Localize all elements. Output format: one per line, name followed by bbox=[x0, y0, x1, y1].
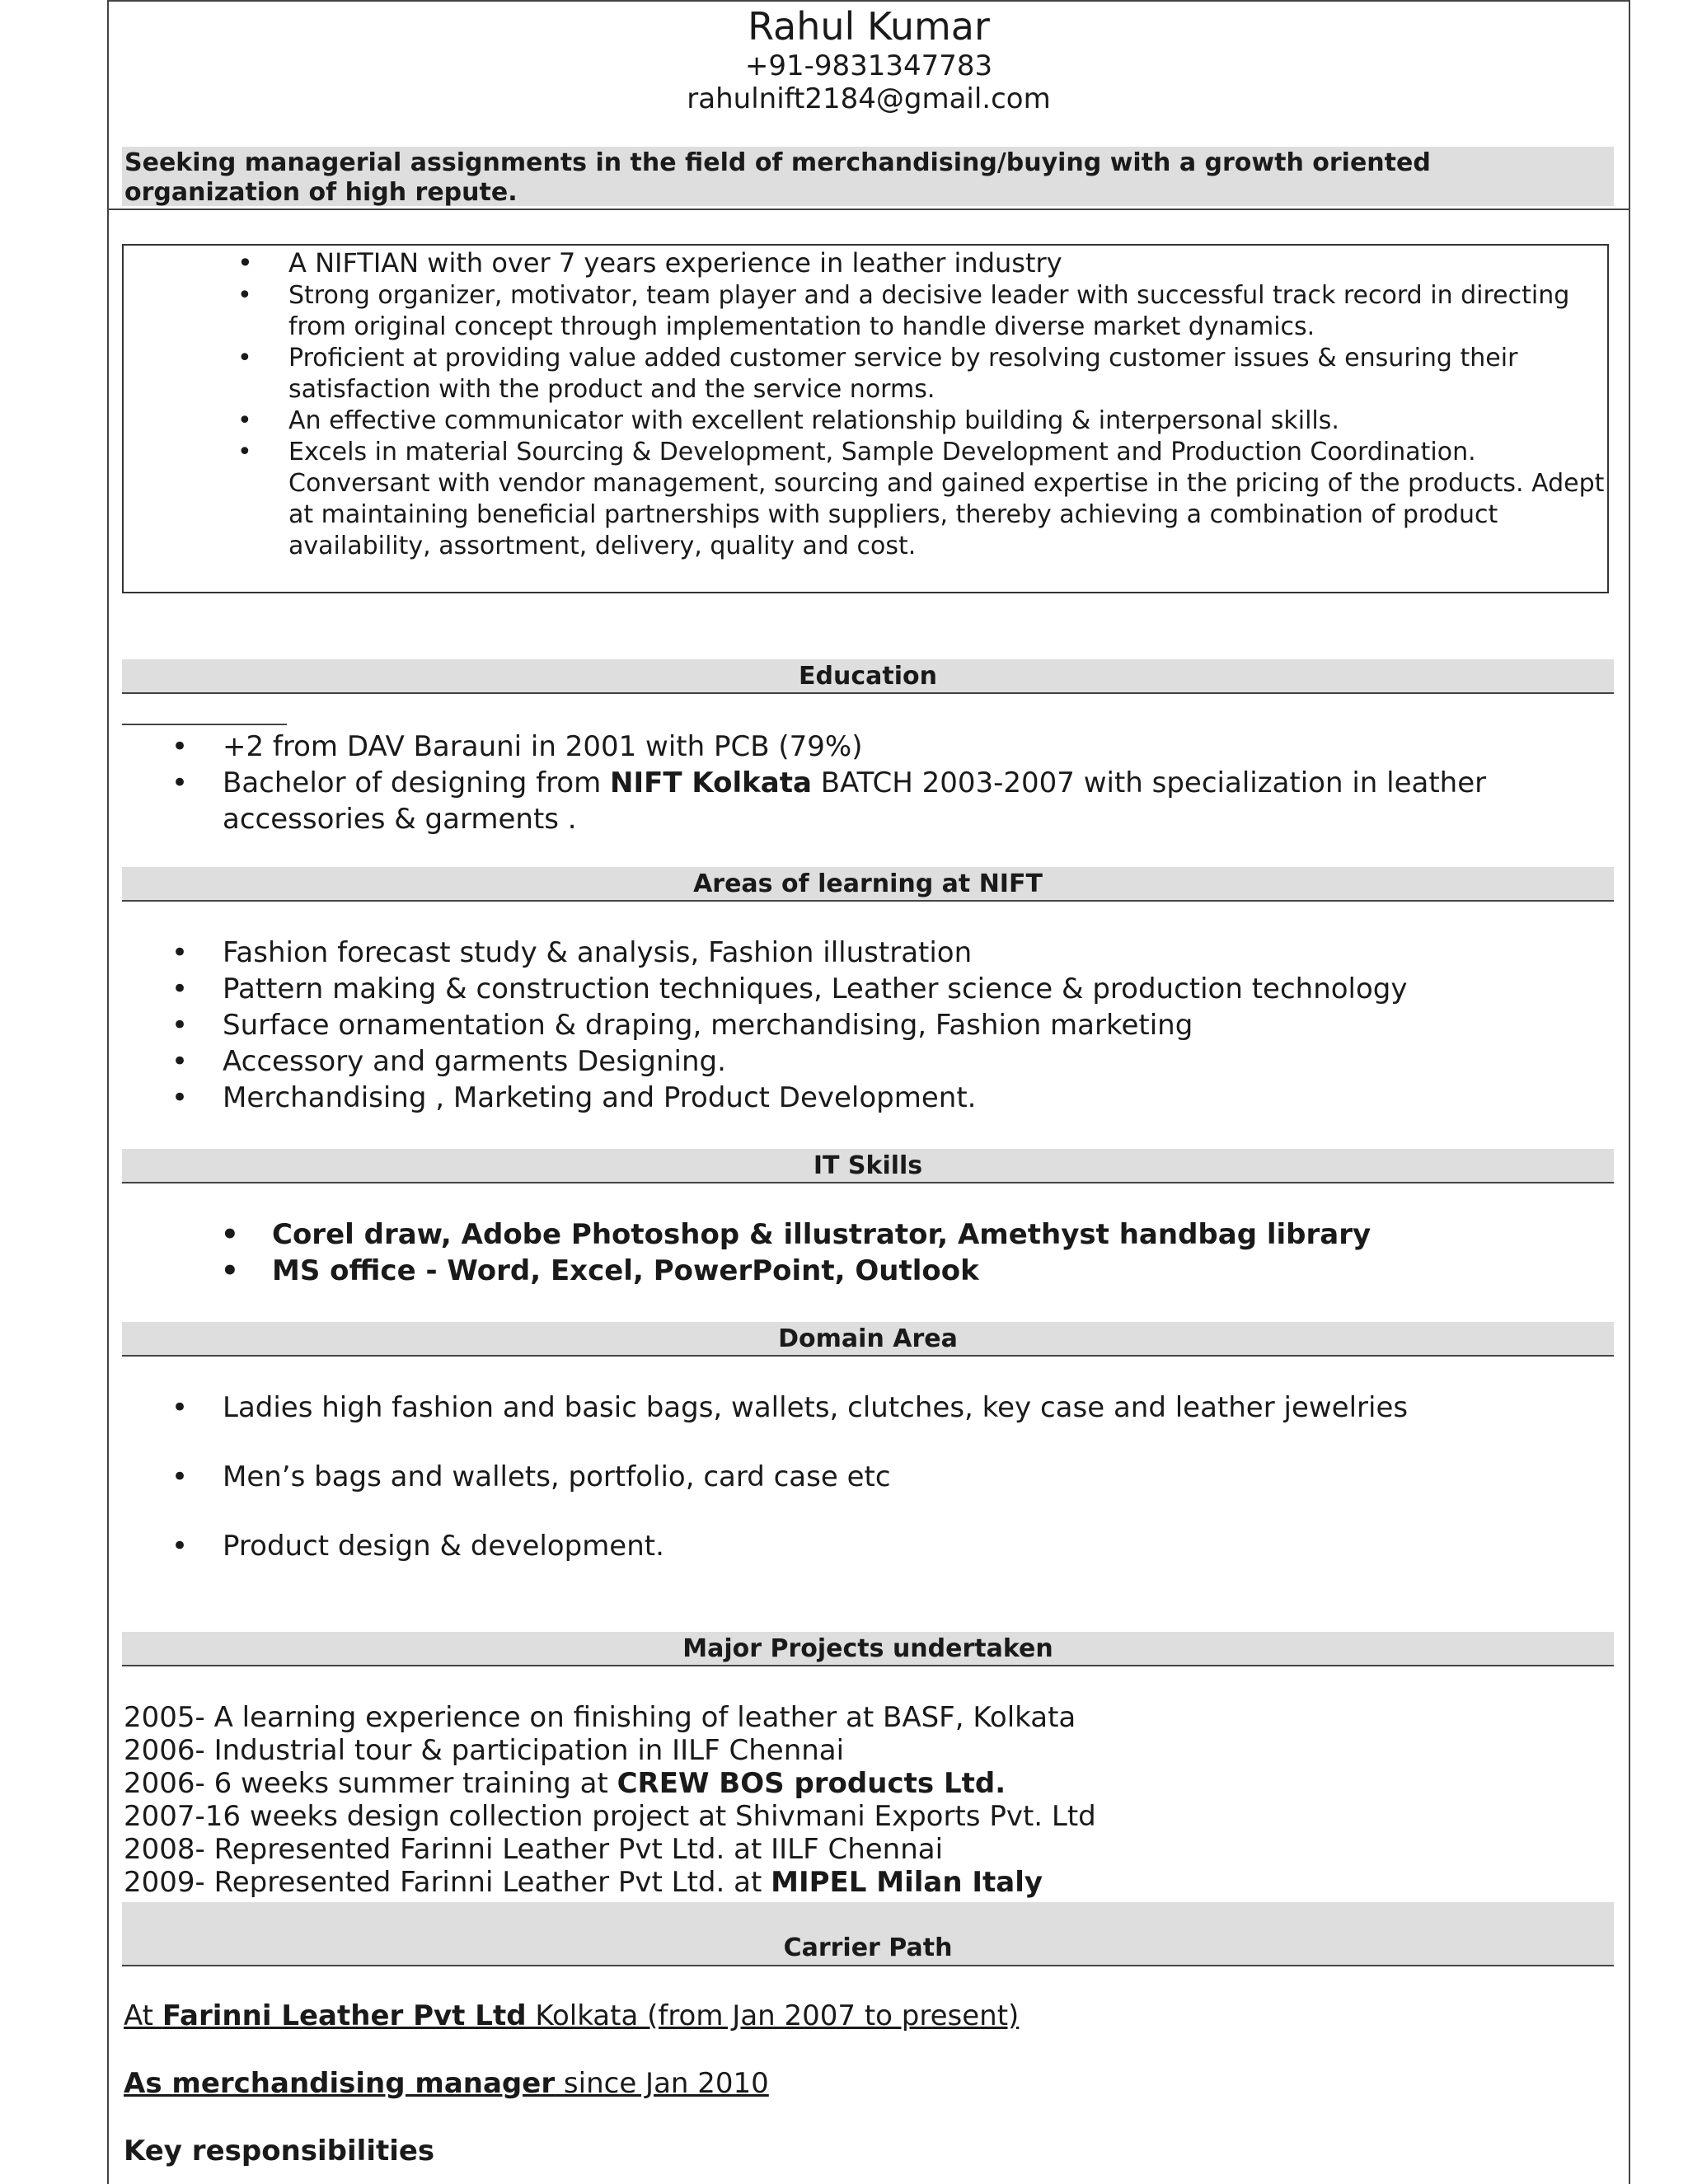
page-frame-right bbox=[1629, 0, 1630, 2184]
objective-divider bbox=[107, 209, 1630, 210]
it-skill-item: • Corel draw, Adobe Photoshop & illustrator, Amethyst handbag library bbox=[221, 1218, 1372, 1251]
bullet-icon: • bbox=[237, 438, 252, 466]
section-heading-it-skills: IT Skills bbox=[122, 1149, 1614, 1183]
domain-item: • Product design & development. bbox=[171, 1530, 664, 1563]
bullet-icon: • bbox=[237, 344, 252, 373]
company-name: CREW BOS products Ltd. bbox=[617, 1767, 1006, 1800]
candidate-name: Rahul Kumar bbox=[748, 4, 990, 49]
education-item: • +2 from DAV Barauni in 2001 with PCB (79%) bbox=[171, 730, 863, 763]
learning-item: • Pattern making & construction techniques, Leather science & production technology bbox=[171, 972, 1408, 1005]
section-heading-education: Education bbox=[122, 659, 1614, 694]
learning-item: • Fashion forecast study & analysis, Fashion illustration bbox=[171, 936, 973, 969]
key-responsibilities-heading: Key responsibilities bbox=[124, 2135, 435, 2168]
candidate-email: rahulnift2184@gmail.com bbox=[687, 82, 1051, 115]
bullet-icon: • bbox=[171, 766, 189, 799]
bullet-icon: • bbox=[237, 281, 252, 310]
project-item: 2009- Represented Farinni Leather Pvt Ltd. at MIPEL Milan Italy bbox=[124, 1866, 1043, 1899]
career-role-line: As merchandising manager since Jan 2010 bbox=[124, 2067, 769, 2100]
section-heading-areas-of-learning: Areas of learning at NIFT bbox=[122, 867, 1614, 902]
bullet-icon: • bbox=[221, 1254, 239, 1287]
bullet-icon: • bbox=[171, 1391, 189, 1424]
bullet-icon: • bbox=[171, 1460, 189, 1493]
institute-name: NIFT Kolkata bbox=[610, 766, 812, 799]
learning-item: • Merchandising , Marketing and Product Development. bbox=[171, 1081, 977, 1114]
summary-item: • Excels in material Sourcing & Development, Sample Development and Production Coordination. Conversant with vendor management, sourcing and gained expertise in the pricing of the products. Adept at maintaining beneficial partnerships with suppliers, thereby achieving a combination of product availability, assortment, delivery, quality and cost. bbox=[237, 438, 1605, 560]
it-skill-item: • MS office - Word, Excel, PowerPoint, Outlook bbox=[221, 1254, 979, 1287]
bullet-icon: • bbox=[171, 1009, 189, 1042]
bullet-icon: • bbox=[171, 972, 189, 1005]
section-heading-major-projects: Major Projects undertaken bbox=[122, 1632, 1614, 1666]
learning-item: • Surface ornamentation & draping, merchandising, Fashion marketing bbox=[171, 1009, 1193, 1042]
domain-item: • Men’s bags and wallets, portfolio, card case etc bbox=[171, 1460, 891, 1493]
education-item: • Bachelor of designing from NIFT Kolkata BATCH 2003-2007 with specialization in leather bbox=[171, 766, 1487, 799]
bullet-icon: • bbox=[171, 730, 189, 763]
bullet-icon: • bbox=[237, 247, 253, 279]
project-item: 2008- Represented Farinni Leather Pvt Ltd. at IILF Chennai bbox=[124, 1833, 944, 1866]
section-heading-domain-area: Domain Area bbox=[122, 1322, 1614, 1357]
event-name: MIPEL Milan Italy bbox=[771, 1866, 1043, 1899]
bullet-icon: • bbox=[237, 406, 252, 435]
bullet-icon: • bbox=[171, 936, 189, 969]
page-frame-left bbox=[107, 0, 109, 2184]
bullet-icon: • bbox=[221, 1218, 239, 1251]
bullet-icon: • bbox=[171, 1530, 189, 1563]
summary-item: • An effective communicator with excellent relationship building & interpersonal skills. bbox=[237, 406, 1339, 435]
section-heading-carrier-path: Carrier Path bbox=[122, 1902, 1614, 1966]
summary-item: • Strong organizer, motivator, team player and a decisive leader with successful track record in directing from original concept through implementation to handle diverse market dynamics. bbox=[237, 281, 1570, 341]
education-item-continued: accessories & garments . bbox=[223, 803, 577, 836]
job-title: As merchandising manager bbox=[124, 2067, 556, 2100]
project-item: 2005- A learning experience on finishing of leather at BASF, Kolkata bbox=[124, 1701, 1076, 1734]
bullet-icon: • bbox=[171, 1045, 189, 1078]
education-underline bbox=[122, 724, 287, 725]
summary-item: • Proficient at providing value added customer service by resolving customer issues & ensuring their satisfaction with the product and the service norms. bbox=[237, 344, 1518, 404]
learning-item: • Accessory and garments Designing. bbox=[171, 1045, 726, 1078]
domain-item: • Ladies high fashion and basic bags, wallets, clutches, key case and leather jewelries bbox=[171, 1391, 1409, 1424]
profile-summary-box bbox=[122, 244, 1609, 593]
project-item: 2006- 6 weeks summer training at CREW BOS products Ltd. bbox=[124, 1767, 1006, 1800]
project-item: 2006- Industrial tour & participation in IILF Chennai bbox=[124, 1734, 845, 1767]
career-company-line: At Farinni Leather Pvt Ltd Kolkata (from Jan 2007 to present) bbox=[124, 1999, 1020, 2032]
career-objective: Seeking managerial assignments in the field of merchandising/buying with a growth oriented organization of high repute. bbox=[122, 147, 1614, 206]
employer-name: Farinni Leather Pvt Ltd bbox=[162, 1999, 527, 2032]
bullet-icon: • bbox=[171, 1081, 189, 1114]
summary-item: • A NIFTIAN with over 7 years experience in leather industry bbox=[237, 247, 1062, 279]
project-item: 2007-16 weeks design collection project at Shivmani Exports Pvt. Ltd bbox=[124, 1800, 1096, 1833]
candidate-phone: +91-9831347783 bbox=[744, 49, 993, 82]
